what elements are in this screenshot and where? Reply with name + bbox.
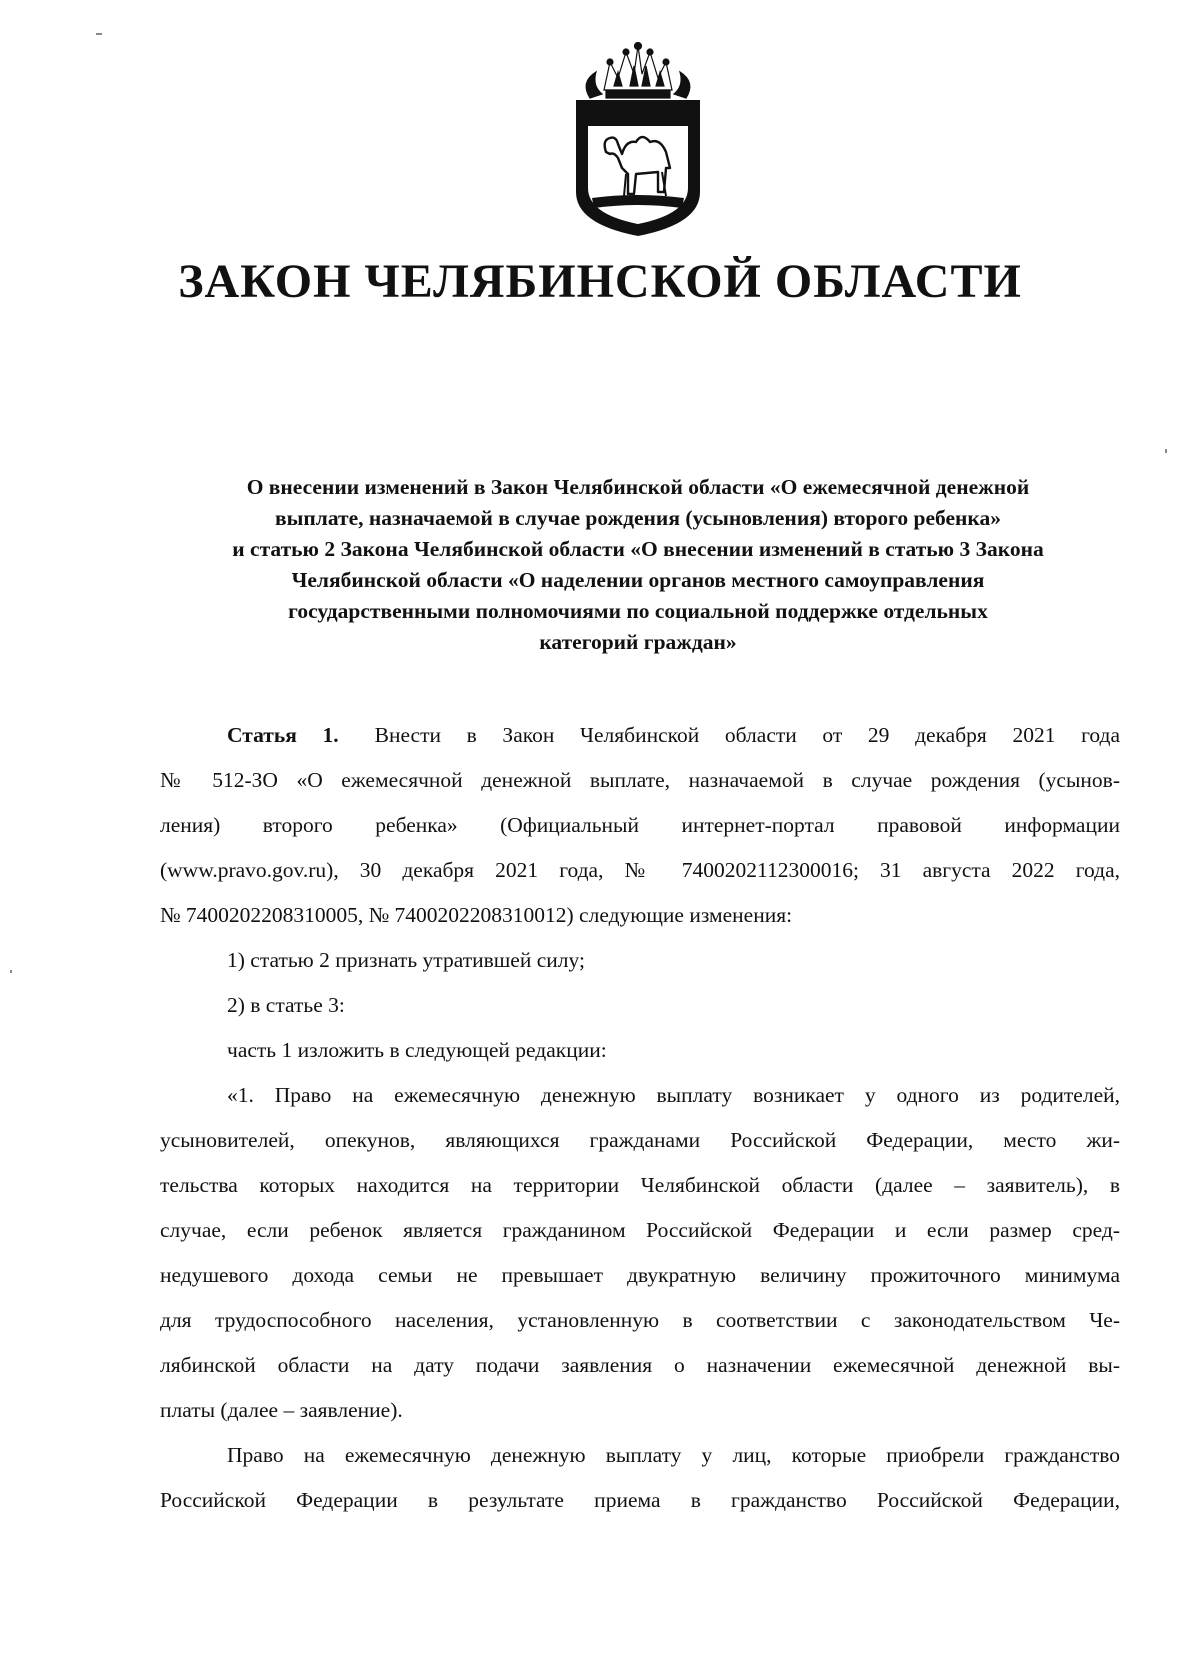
document-title: ЗАКОН ЧЕЛЯБИНСКОЙ ОБЛАСТИ xyxy=(178,255,1022,308)
body-line: № 512-ЗО «О ежемесячной денежной выплате, назначаемой в случае рождения (усынов- xyxy=(160,768,1120,792)
scan-speck xyxy=(96,33,102,35)
list-item: 1) статью 2 признать утратившей силу; xyxy=(227,948,585,972)
body-line: случае, если ребенок является гражданином Российской Федерации и если размер сред- xyxy=(160,1218,1120,1242)
subtitle-line: Челябинской области «О наделении органов местного самоуправления xyxy=(291,568,985,592)
subtitle-line: и статью 2 Закона Челябинской области «О внесении изменений в статью 3 Закона xyxy=(232,537,1044,561)
body-line: № 7400202208310005, № 7400202208310012) следующие изменения: xyxy=(160,903,793,927)
body-line: ления) второго ребенка» (Официальный интернет-портал правовой информации xyxy=(160,813,1120,837)
body-line: усыновителей, опекунов, являющихся гражданами Российской Федерации, место жи- xyxy=(160,1128,1120,1152)
list-item: 2) в статье 3: xyxy=(227,993,345,1017)
body-line: лябинской области на дату подачи заявления о назначении ежемесячной денежной вы- xyxy=(160,1353,1120,1377)
subtitle-line: О внесении изменений в Закон Челябинской области «О ежемесячной денежной xyxy=(246,475,1030,499)
body-line: часть 1 изложить в следующей редакции: xyxy=(227,1038,607,1062)
body-line: недушевого дохода семьи не превышает двукратную величину прожиточного минимума xyxy=(160,1263,1120,1287)
body-line: Российской Федерации в результате приема в гражданство Российской Федерации, xyxy=(160,1488,1120,1512)
body-line: тельства которых находится на территории Челябинской области (далее – заявитель), в xyxy=(160,1173,1120,1197)
subtitle-line: выплате, назначаемой в случае рождения (усыновления) второго ребенка» xyxy=(274,506,1001,530)
law-subtitle xyxy=(150,472,1126,658)
body-line: Статья 1. Внести в Закон Челябинской области от 29 декабря 2021 года xyxy=(227,723,1121,747)
scan-speck xyxy=(1165,449,1167,453)
body-line: платы (далее – заявление). xyxy=(160,1398,403,1422)
subtitle-line: государственными полномочиями по социальной поддержке отдельных xyxy=(288,599,988,623)
article-label: Статья 1. xyxy=(227,723,339,747)
scan-speck xyxy=(10,970,12,973)
body-line: для трудоспособного населения, установленную в соответствии с законодательством Че- xyxy=(160,1308,1120,1332)
body-line: Право на ежемесячную денежную выплату у лиц, которые приобрели гражданство xyxy=(227,1443,1120,1467)
coat-of-arms-icon xyxy=(566,42,710,238)
subtitle-line: категорий граждан» xyxy=(539,630,737,654)
body-line: «1. Право на ежемесячную денежную выплату возникает у одного из родителей, xyxy=(227,1083,1120,1107)
body-line: (www.pravo.gov.ru), 30 декабря 2021 года, № 7400202112300016; 31 августа 2022 года, xyxy=(160,858,1120,882)
